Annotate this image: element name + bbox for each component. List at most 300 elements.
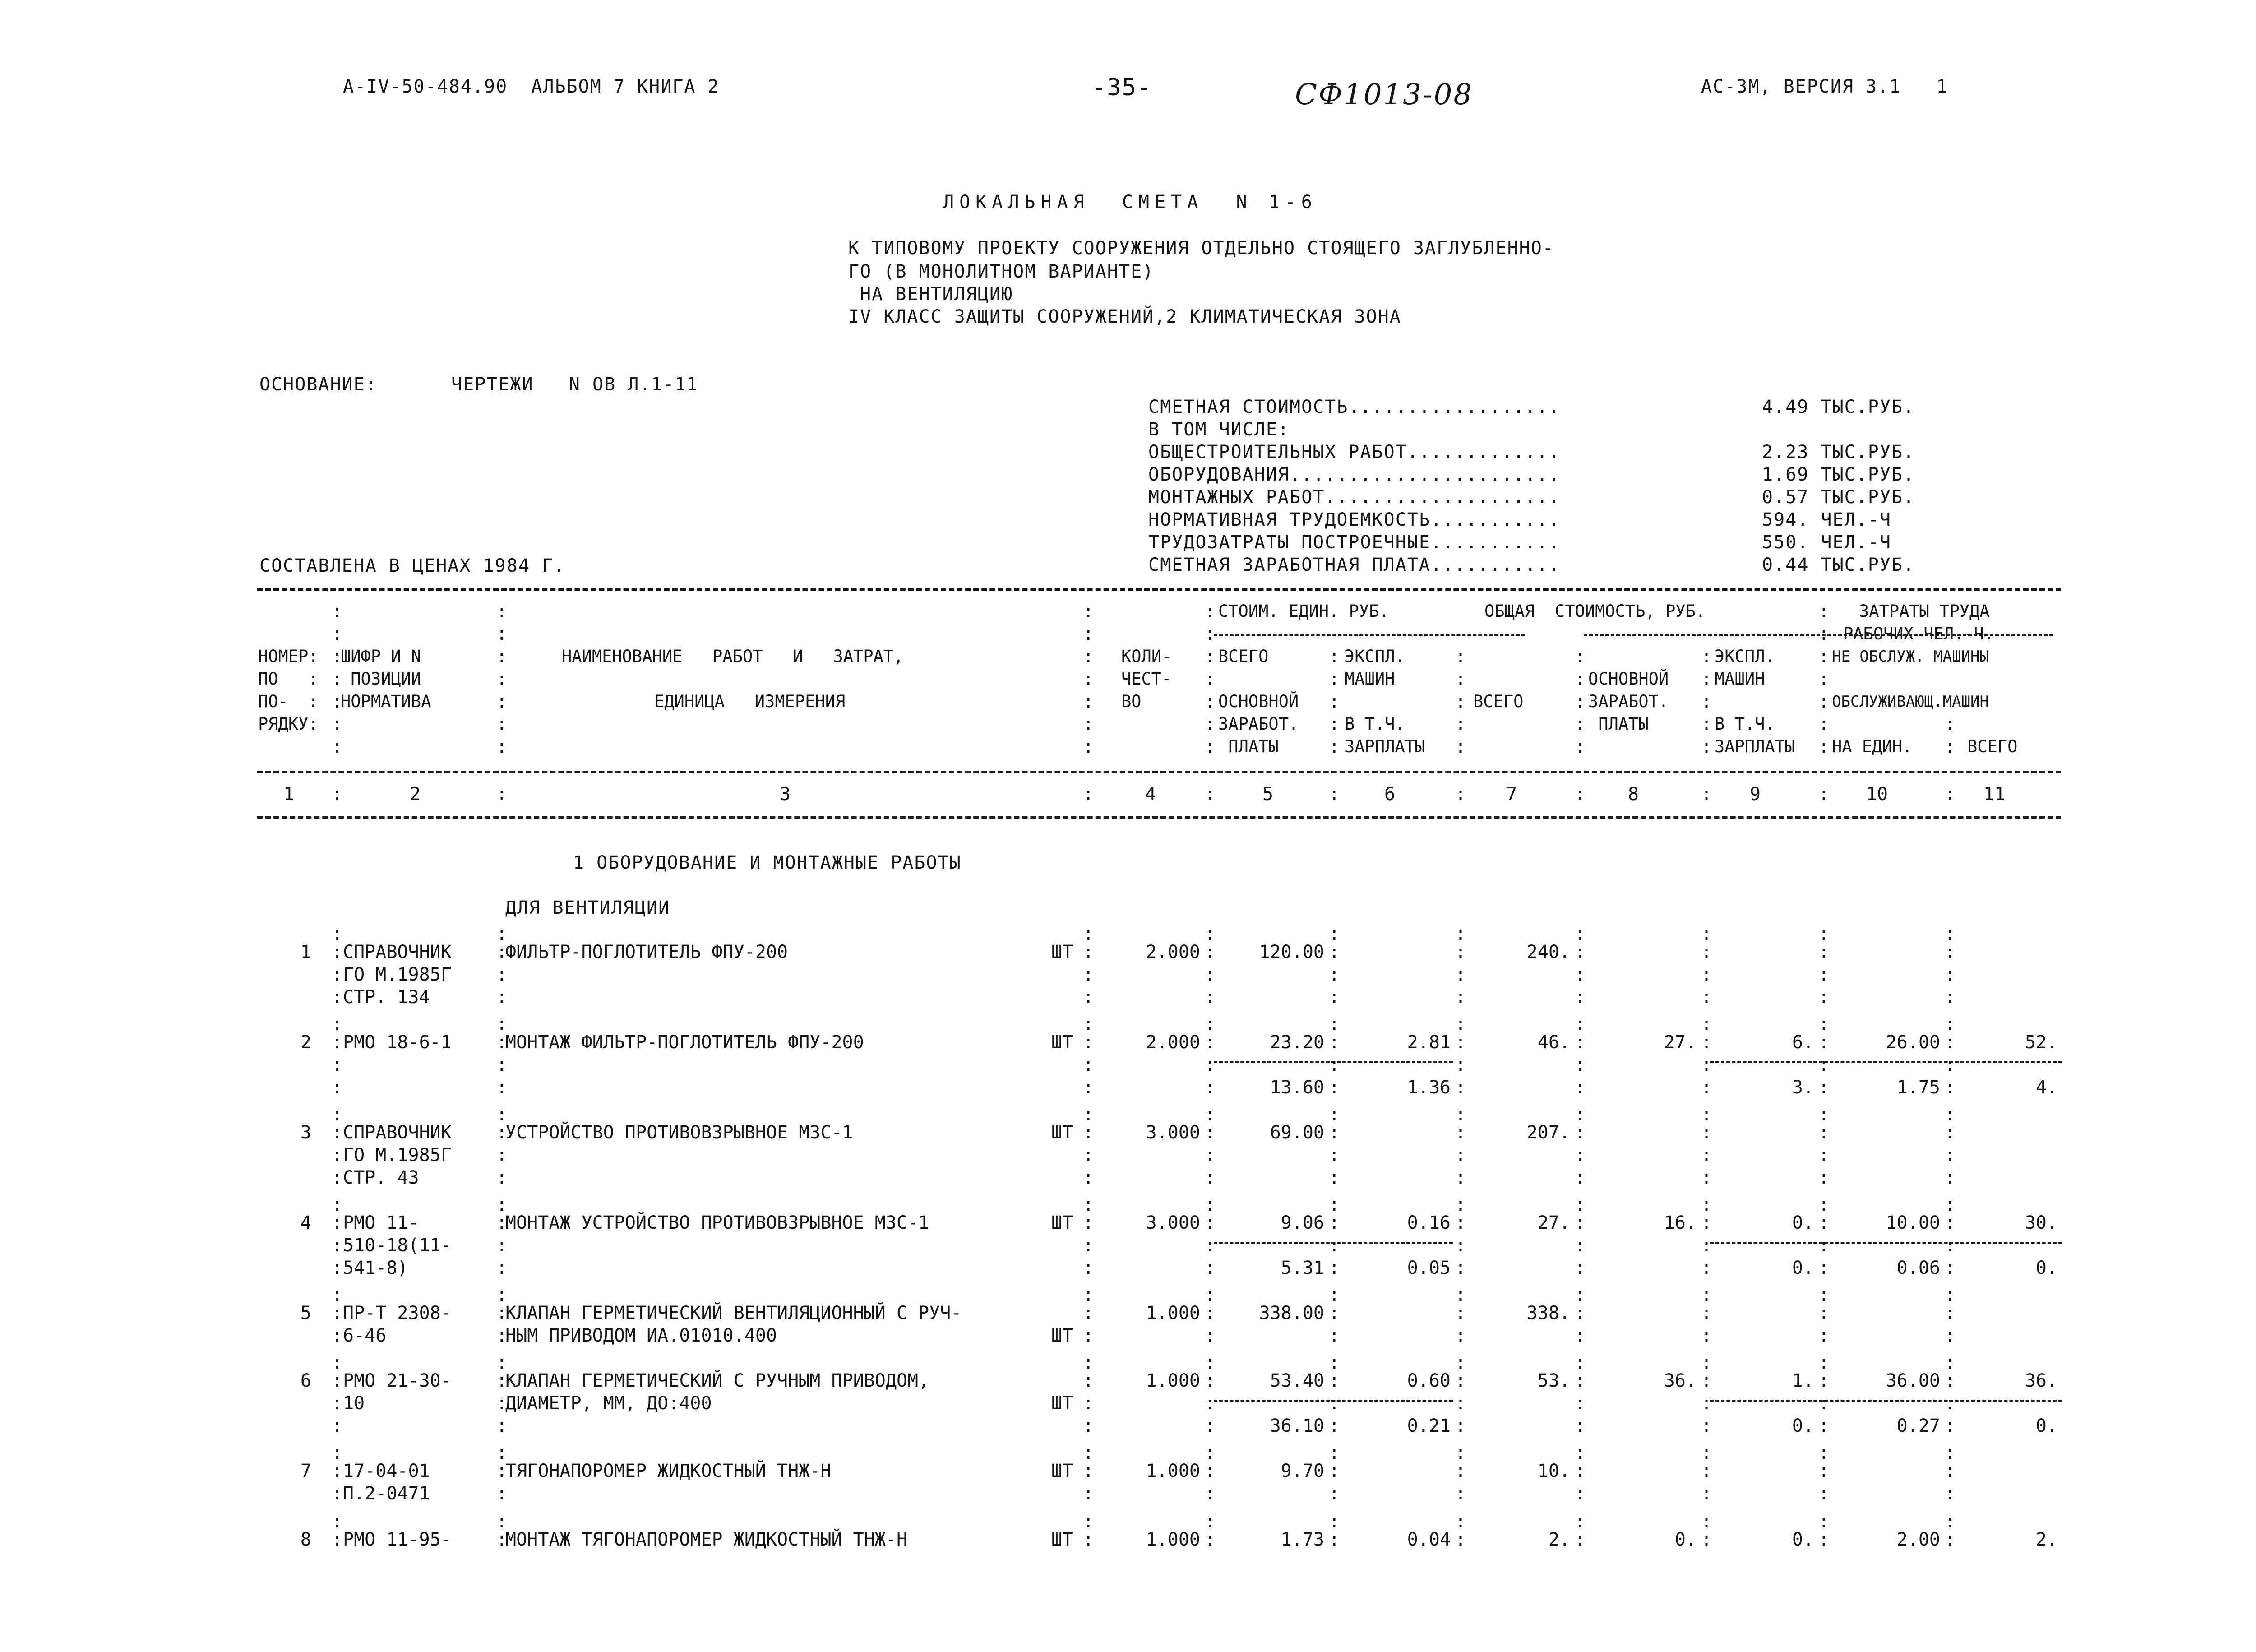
summary-label: ТРУДОЗАТРАТЫ ПОСТРОЕЧНЫЕ........... xyxy=(1148,532,1560,553)
row-value-c7: 10. xyxy=(1537,1461,1570,1481)
column-separator: : xyxy=(1083,1167,1095,1188)
column-separator: : xyxy=(1083,1529,1095,1550)
column-separator: : xyxy=(1701,1145,1713,1166)
column-separator: : xyxy=(1575,1235,1587,1256)
summary-value: 2.23 ТЫС.РУБ. xyxy=(1762,442,1915,463)
row-unit: ШТ xyxy=(1051,1461,1073,1481)
row-value-c9: 0. xyxy=(1792,1529,1814,1550)
column-separator: : xyxy=(1945,964,1957,985)
column-separator: : xyxy=(1575,1014,1587,1035)
column-separator: : xyxy=(1575,1258,1587,1278)
column-separator: : xyxy=(1818,1370,1831,1391)
column-separator: : xyxy=(496,1032,509,1053)
column-separator: : xyxy=(1205,1212,1217,1233)
column-separator: : xyxy=(1818,1529,1831,1550)
column-separator: : xyxy=(496,1443,509,1463)
column-separator: : xyxy=(1945,1511,1957,1532)
column-separator: : xyxy=(1945,1122,1957,1143)
column-separator: : xyxy=(332,1529,344,1550)
column-separator: : xyxy=(1455,1145,1467,1166)
row-value-c11: 30. xyxy=(2025,1212,2057,1233)
column-separator: : xyxy=(1329,1194,1341,1215)
column-separator: : xyxy=(1575,1122,1587,1143)
row-value-c9: 6. xyxy=(1792,1032,1814,1053)
col-3-header-a: НАИМЕНОВАНИЕ РАБОТ И ЗАТРАТ, xyxy=(562,647,904,666)
row-number: 3 xyxy=(300,1122,311,1143)
row-value-c5: 338.00 xyxy=(1259,1303,1324,1323)
column-separator: : xyxy=(1575,1055,1587,1075)
row-norm-code: СПРАВОЧНИК xyxy=(343,942,452,963)
column-separator: : xyxy=(1083,1145,1095,1166)
column-separator: : xyxy=(1575,1212,1587,1233)
row-unit: ШТ xyxy=(1051,1212,1073,1233)
column-separator: : xyxy=(332,1325,344,1346)
row-work-name: МОНТАЖ УСТРОЙСТВО ПРОТИВОВЗРЫВНОЕ МЗС-1 xyxy=(505,1212,929,1233)
column-separator: : xyxy=(1701,1529,1713,1550)
row-value-c10: 10.00 xyxy=(1886,1212,1940,1233)
column-separator: : xyxy=(1818,1461,1831,1481)
row-value-c7: 240. xyxy=(1526,942,1570,963)
row-work-name: ДИАМЕТР, ММ, ДО:400 xyxy=(505,1393,712,1414)
column-separator: : xyxy=(1945,987,1957,1008)
column-separator: : xyxy=(1329,1511,1341,1532)
row-value-c8: 27. xyxy=(1664,1032,1697,1053)
row-sub-value-c6: 0.21 xyxy=(1407,1416,1451,1436)
row-value-c10: 36.00 xyxy=(1886,1370,1940,1391)
row-value-c5: 53.40 xyxy=(1270,1370,1324,1391)
column-separator: : xyxy=(332,964,344,985)
column-separator: : xyxy=(1205,1393,1217,1414)
column-number: 10 xyxy=(1866,784,1888,805)
summary-value: 0.57 ТЫС.РУБ. xyxy=(1762,487,1915,508)
column-separator: : xyxy=(1205,1032,1217,1053)
column-separator: : xyxy=(1455,1194,1467,1215)
column-separator: : xyxy=(1818,1167,1831,1188)
column-separator: : xyxy=(332,1122,344,1143)
column-separator: : xyxy=(1455,987,1467,1008)
subtotal-rule xyxy=(1214,1400,1453,1402)
column-separator: : xyxy=(1455,1511,1467,1532)
col-5-header: ВСЕГО ОСНОВНОЙ ЗАРАБОТ. ПЛАТЫ xyxy=(1218,647,1299,756)
column-separator: : xyxy=(1083,1416,1095,1436)
row-value-c7: 207. xyxy=(1526,1122,1570,1143)
column-number: 1 xyxy=(283,784,295,805)
column-separator: : xyxy=(1701,1461,1713,1481)
row-value-c7: 338. xyxy=(1526,1303,1570,1323)
column-separator: : xyxy=(1945,1303,1957,1323)
column-separator: : xyxy=(1945,1352,1957,1373)
column-separator: : xyxy=(1329,1461,1341,1481)
column-separator: : xyxy=(332,987,344,1008)
column-separator: : xyxy=(1575,1167,1587,1188)
subtotal-rule xyxy=(1710,1242,2062,1244)
row-value-c5: 23.20 xyxy=(1270,1032,1324,1053)
column-separator: : xyxy=(496,1014,509,1035)
column-separator: : xyxy=(1455,1285,1467,1305)
labor-group-subheader: РАБОЧИХ ЧЕЛ.-Ч. xyxy=(1843,624,1994,643)
column-separator: : xyxy=(1818,964,1831,985)
column-separator: : xyxy=(1701,942,1713,963)
column-separator: : xyxy=(1329,1122,1341,1143)
column-separator: : xyxy=(1329,1416,1341,1436)
column-separator: : xyxy=(1818,1393,1831,1414)
column-separator: : xyxy=(1701,1167,1713,1188)
row-value-c10: 2.00 xyxy=(1896,1529,1940,1550)
column-separator: : xyxy=(1945,1529,1957,1550)
row-number: 8 xyxy=(300,1529,311,1550)
column-separator: : xyxy=(332,1285,344,1305)
column-separator: : xyxy=(1205,924,1217,944)
column-separator: : xyxy=(496,1104,509,1125)
column-separator: : xyxy=(1329,1145,1341,1166)
column-separator: : xyxy=(1205,1258,1217,1278)
column-separator: : xyxy=(1329,1077,1341,1098)
column-separator: : xyxy=(496,942,509,963)
column-separator: : xyxy=(496,1529,509,1550)
column-separator: : xyxy=(1701,1370,1713,1391)
column-separator: : xyxy=(1455,942,1467,963)
column-separator: : xyxy=(1701,1393,1713,1414)
row-sub-value-c10: 0.27 xyxy=(1896,1416,1940,1436)
column-separator: : xyxy=(1329,987,1341,1008)
column-separator: : xyxy=(1818,1212,1831,1233)
column-separator: : xyxy=(1205,1145,1217,1166)
column-separator: : xyxy=(332,1443,344,1463)
row-norm-code: РМО 18-6-1 xyxy=(343,1032,452,1053)
column-separator: : xyxy=(1455,1443,1467,1463)
row-number: 5 xyxy=(300,1303,311,1323)
row-value-c5: 9.70 xyxy=(1281,1461,1324,1481)
column-separator: : xyxy=(1575,1511,1587,1532)
column-separator: : xyxy=(1575,1104,1587,1125)
row-work-name: МОНТАЖ ТЯГОНАПОРОМЕР ЖИДКОСТНЫЙ ТНЖ-Н xyxy=(505,1529,908,1550)
row-number: 7 xyxy=(300,1461,311,1481)
column-separator: : : xyxy=(1945,714,1956,757)
column-separator: : xyxy=(1701,1443,1713,1463)
row-value-c7: 46. xyxy=(1537,1032,1570,1053)
col-9-header: ЭКСПЛ. МАШИН В Т.Ч. ЗАРПЛАТЫ xyxy=(1715,647,1795,756)
row-norm-code: П.2-0471 xyxy=(343,1483,430,1504)
column-separator: : xyxy=(1329,1104,1341,1125)
total-cost-group-header: ОБЩАЯ СТОИМОСТЬ, РУБ. xyxy=(1484,602,1706,621)
column-separator: : xyxy=(496,1325,509,1346)
column-separator: : xyxy=(1205,1235,1217,1256)
summary-label: СМЕТНАЯ СТОИМОСТЬ.................. xyxy=(1148,397,1560,417)
row-value-qty: 1.000 xyxy=(1146,1461,1200,1481)
column-separator: : xyxy=(1575,1303,1587,1323)
column-number-separators: : xyxy=(332,784,344,805)
column-separator: : xyxy=(1205,987,1217,1008)
column-separator: : xyxy=(1818,1511,1831,1532)
column-separator: : xyxy=(1083,1104,1095,1125)
column-separator: : xyxy=(496,1461,509,1481)
subtotal-rule xyxy=(1710,1061,2062,1063)
row-norm-code: РМО 11- xyxy=(343,1212,419,1233)
price-level: СОСТАВЛЕНА В ЦЕНАХ 1984 Г. xyxy=(259,555,566,576)
column-separator: : xyxy=(496,1416,509,1436)
column-separator: : xyxy=(1083,1352,1095,1373)
column-separator: : xyxy=(496,1055,509,1075)
column-separator: : xyxy=(1701,1285,1713,1305)
column-separator: : xyxy=(1701,964,1713,985)
column-separator: : xyxy=(1818,1352,1831,1373)
column-separator: : xyxy=(1945,1014,1957,1035)
row-value-c8: 36. xyxy=(1664,1370,1697,1391)
column-separator: : xyxy=(1083,1032,1095,1053)
column-separator: : xyxy=(332,1235,344,1256)
column-separator: : xyxy=(1945,1393,1957,1414)
summary-value: 550. ЧЕЛ.-Ч xyxy=(1762,532,1891,553)
column-separator: : : : : : : : xyxy=(1083,601,1094,757)
column-separator: : xyxy=(1083,1443,1095,1463)
column-separator: : xyxy=(1945,1443,1957,1463)
column-separator: : xyxy=(1329,1303,1341,1323)
row-sub-value-c11: 0. xyxy=(2035,1258,2057,1278)
column-separator: : xyxy=(332,1145,344,1166)
row-number: 4 xyxy=(300,1212,311,1233)
column-separator: : xyxy=(496,1483,509,1504)
column-separator: : xyxy=(1455,1529,1467,1550)
row-norm-code: ГО М.1985Г xyxy=(343,964,452,985)
row-sub-value-c5: 36.10 xyxy=(1270,1416,1324,1436)
column-separator: : : : : : : : xyxy=(1205,601,1216,757)
column-separator: : xyxy=(1455,1370,1467,1391)
column-separator: : xyxy=(1455,1393,1467,1414)
col-10-header-b: ОБСЛУЖИВАЮЩ.МАШИН xyxy=(1832,693,1989,711)
column-separator: : xyxy=(1083,1077,1095,1098)
column-separator: : xyxy=(1329,1167,1341,1188)
column-separator: : xyxy=(496,1235,509,1256)
column-separator: : xyxy=(332,1032,344,1053)
column-separator: : xyxy=(1083,1370,1095,1391)
column-separator: : xyxy=(1701,1235,1713,1256)
header-top-rule xyxy=(257,588,2061,591)
column-separator: : xyxy=(1205,942,1217,963)
col-7-header: ВСЕГО xyxy=(1473,692,1524,711)
column-separator: : xyxy=(1945,1285,1957,1305)
column-separator: : xyxy=(1575,1145,1587,1166)
column-separator: : xyxy=(1455,1167,1467,1188)
column-separator: : xyxy=(1205,1352,1217,1373)
row-value-c6: 0.16 xyxy=(1407,1212,1451,1233)
column-separator: : xyxy=(1575,1032,1587,1053)
row-value-qty: 1.000 xyxy=(1146,1529,1200,1550)
column-separator: : xyxy=(1818,1416,1831,1436)
handwritten-stamp: СФ1013-08 xyxy=(1295,78,1474,111)
row-sub-value-c5: 13.60 xyxy=(1270,1077,1324,1098)
column-separator: : xyxy=(1701,1014,1713,1035)
row-sub-value-c10: 1.75 xyxy=(1896,1077,1940,1098)
row-norm-code: 10 xyxy=(343,1393,365,1414)
column-separator: : xyxy=(1818,1483,1831,1504)
column-separator: : xyxy=(1083,1285,1095,1305)
column-separator: : xyxy=(1083,987,1095,1008)
column-separator: : xyxy=(1701,1055,1713,1075)
column-separator: : xyxy=(1701,1077,1713,1098)
column-separator: : xyxy=(1455,1014,1467,1035)
column-separator: : xyxy=(332,1167,344,1188)
column-separator: : xyxy=(1329,1014,1341,1035)
column-separator: : xyxy=(1818,1104,1831,1125)
row-unit: ШТ xyxy=(1051,1393,1073,1414)
column-separator: : : : : : xyxy=(1575,646,1586,757)
album-reference: А-IV-50-484.90 АЛЬБОМ 7 КНИГА 2 xyxy=(343,76,720,97)
row-work-name: ФИЛЬТР-ПОГЛОТИТЕЛЬ ФПУ-200 xyxy=(505,942,788,963)
row-sub-value-c6: 1.36 xyxy=(1407,1077,1451,1098)
column-separator: : xyxy=(1455,1483,1467,1504)
column-separator: : xyxy=(332,1258,344,1278)
column-separator: : xyxy=(496,1285,509,1305)
column-separator: : xyxy=(1083,1393,1095,1414)
summary-label: НОРМАТИВНАЯ ТРУДОЕМКОСТЬ........... xyxy=(1148,509,1560,530)
column-separator: : xyxy=(1575,924,1587,944)
column-separator: : xyxy=(1575,1483,1587,1504)
row-work-name: ТЯГОНАПОРОМЕР ЖИДКОСТНЫЙ ТНЖ-Н xyxy=(505,1461,832,1481)
title-line-1: К ТИПОВОМУ ПРОЕКТУ СООРУЖЕНИЯ ОТДЕЛЬНО СТОЯЩЕГО ЗАГЛУБЛЕННО- xyxy=(848,238,1554,259)
column-number-separators: : xyxy=(1455,784,1467,805)
summary-label: ОБЩЕСТРОИТЕЛЬНЫХ РАБОТ............. xyxy=(1148,442,1560,463)
row-unit: ШТ xyxy=(1051,1529,1073,1550)
column-separator: : xyxy=(1329,1212,1341,1233)
section-title: 1 ОБОРУДОВАНИЕ И МОНТАЖНЫЕ РАБОТЫ xyxy=(573,852,962,873)
column-separator: : xyxy=(1083,1055,1095,1075)
column-separator: : xyxy=(1818,1303,1831,1323)
column-number-separators: : xyxy=(1205,784,1217,805)
column-separator: : xyxy=(1818,1014,1831,1035)
column-separator: : xyxy=(1575,1352,1587,1373)
column-separator: : xyxy=(1945,1483,1957,1504)
column-separator: : xyxy=(1329,1393,1341,1414)
column-separator: : xyxy=(1455,1077,1467,1098)
column-separator: : xyxy=(1083,1122,1095,1143)
column-separator: : xyxy=(496,1212,509,1233)
row-work-name: КЛАПАН ГЕРМЕТИЧЕСКИЙ ВЕНТИЛЯЦИОННЫЙ С РУЧ- xyxy=(505,1303,962,1323)
basis-value: ЧЕРТЕЖИ N ОВ Л.1-11 xyxy=(451,374,698,395)
row-sub-value-c9: 0. xyxy=(1792,1416,1814,1436)
column-separator: : xyxy=(1575,1443,1587,1463)
column-separator: : xyxy=(1818,987,1831,1008)
column-separator: : xyxy=(1455,1258,1467,1278)
column-separator: : xyxy=(1818,1055,1831,1075)
column-separator: : xyxy=(1701,1032,1713,1053)
row-unit: ШТ xyxy=(1051,1122,1073,1143)
page-number: -35- xyxy=(1092,74,1152,101)
column-separator: : xyxy=(1818,924,1831,944)
column-number: 2 xyxy=(409,784,421,805)
col-1-header: НОМЕР: ПО : ПО- : РЯДКУ: xyxy=(258,647,319,734)
column-separator: : xyxy=(1575,1393,1587,1414)
column-separator: : : : : : : : xyxy=(496,601,508,757)
column-separator: : xyxy=(1818,1194,1831,1215)
row-sub-value-c6: 0.05 xyxy=(1407,1258,1451,1278)
row-norm-code: ПР-Т 2308- xyxy=(343,1303,452,1323)
column-separator: : xyxy=(332,1370,344,1391)
row-work-name: НЫМ ПРИВОДОМ ИА.01010.400 xyxy=(505,1325,777,1346)
row-value-qty: 3.000 xyxy=(1146,1212,1200,1233)
row-unit: ШТ xyxy=(1051,1032,1073,1053)
col-11-header: ВСЕГО xyxy=(1967,737,2018,756)
column-separator: : xyxy=(1205,1303,1217,1323)
row-work-name: УСТРОЙСТВО ПРОТИВОВЗРЫВНОЕ МЗС-1 xyxy=(505,1122,853,1143)
column-separator: : xyxy=(332,924,344,944)
row-value-c7: 2. xyxy=(1548,1529,1570,1550)
column-separator: : xyxy=(1945,1325,1957,1346)
column-separator: : xyxy=(1575,1370,1587,1391)
column-separator: : xyxy=(1701,1194,1713,1215)
column-separator: : xyxy=(1455,1235,1467,1256)
column-separator: : xyxy=(1455,1032,1467,1053)
column-separator: : xyxy=(1945,1258,1957,1278)
column-separator: : xyxy=(1329,964,1341,985)
row-value-c5: 9.06 xyxy=(1281,1212,1324,1233)
row-value-c9: 1. xyxy=(1792,1370,1814,1391)
column-separator: : xyxy=(1329,1370,1341,1391)
document-title: ЛОКАЛЬНАЯ СМЕТА N 1-6 xyxy=(943,192,1318,213)
column-separator: : xyxy=(1701,1303,1713,1323)
row-sub-value-c10: 0.06 xyxy=(1896,1258,1940,1278)
column-separator: : xyxy=(1945,1104,1957,1125)
column-separator: : xyxy=(1818,1443,1831,1463)
row-value-c11: 2. xyxy=(2035,1529,2057,1550)
subtotal-rule xyxy=(1710,1400,2062,1402)
column-separator: : xyxy=(1083,1014,1095,1035)
column-separator: : xyxy=(1575,1285,1587,1305)
col-2-header: ШИФР И N ПОЗИЦИИ НОРМАТИВА xyxy=(341,647,431,711)
row-value-c5: 120.00 xyxy=(1259,942,1324,963)
column-separator: : xyxy=(1818,1032,1831,1053)
column-separator: : xyxy=(1575,1194,1587,1215)
column-separator: : xyxy=(1083,1235,1095,1256)
column-separator: : xyxy=(1205,1104,1217,1125)
row-number: 6 xyxy=(300,1370,311,1391)
row-work-name: КЛАПАН ГЕРМЕТИЧЕСКИЙ С РУЧНЫМ ПРИВОДОМ, xyxy=(505,1370,929,1391)
row-value-c6: 0.04 xyxy=(1407,1529,1451,1550)
row-sub-value-c11: 0. xyxy=(2035,1416,2057,1436)
column-separator: : xyxy=(1205,1416,1217,1436)
title-line-3: НА ВЕНТИЛЯЦИЮ xyxy=(848,284,1013,305)
row-norm-code: ГО М.1985Г xyxy=(343,1145,452,1166)
column-separator: : xyxy=(1945,1055,1957,1075)
column-separator: : xyxy=(1205,1325,1217,1346)
column-separator: : xyxy=(1329,1443,1341,1463)
column-separator: : xyxy=(1701,1352,1713,1373)
row-norm-code: 17-04-01 xyxy=(343,1461,430,1481)
row-norm-code: СПРАВОЧНИК xyxy=(343,1122,452,1143)
column-separator: : xyxy=(1575,1325,1587,1346)
summary-label: МОНТАЖНЫХ РАБОТ.................... xyxy=(1148,487,1560,508)
column-separator: : xyxy=(496,1393,509,1414)
row-unit: ШТ xyxy=(1051,1325,1073,1346)
column-separator: : xyxy=(1455,964,1467,985)
column-number-separators: : xyxy=(1945,784,1957,805)
column-separator: : xyxy=(1083,1258,1095,1278)
column-separator: : xyxy=(1083,1303,1095,1323)
column-separator: : xyxy=(1205,1285,1217,1305)
column-number-separators: : xyxy=(1329,784,1341,805)
column-separator: : : : : : xyxy=(1329,646,1340,757)
column-separator: : xyxy=(1818,1077,1831,1098)
program-version: АС-3М, ВЕРСИЯ 3.1 1 xyxy=(1701,76,1948,97)
column-separator: : xyxy=(332,1014,344,1035)
column-separator: : xyxy=(1083,1483,1095,1504)
column-separator: : xyxy=(1205,1122,1217,1143)
column-separator: : xyxy=(1205,1461,1217,1481)
column-separator: : xyxy=(1945,1167,1957,1188)
column-separator: : xyxy=(1945,1416,1957,1436)
subtotal-rule xyxy=(1214,1061,1453,1063)
summary-label: ОБОРУДОВАНИЯ....................... xyxy=(1148,464,1560,485)
row-value-c9: 0. xyxy=(1792,1212,1814,1233)
